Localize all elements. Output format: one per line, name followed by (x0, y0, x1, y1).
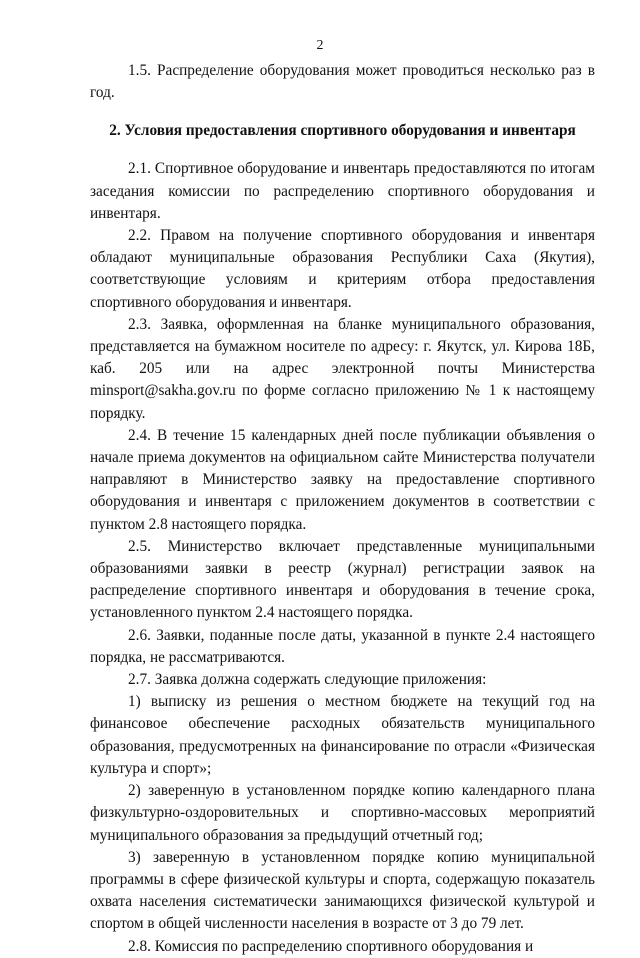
paragraph-2-7: 2.7. Заявка должна содержать следующие приложения: (128, 671, 487, 689)
paragraph-2-5: 2.5. Министерство включает представленные муниципальными образованиями заявки в реестр (журнал) регистрации заявок на распределение спортивного инвентаря и оборудования в течение срока, установленного пунктом 2.4 настоящего порядка. (90, 537, 595, 622)
paragraph-2-4: 2.4. В течение 15 календарных дней после публикации объявления о начале приема документов на официальном сайте Министерства получатели направляют в Министерство заявку на предоставление спортивного оборудования и инвентаря с приложением документов в соответствии с пунктом 2.8 настоящего порядка. (90, 426, 595, 533)
paragraph-2-1: 2.1. Спортивное оборудование и инвентарь предоставляются по итогам заседания комиссии по распределению спортивного оборудования и инвентаря. (90, 160, 595, 222)
paragraph-2-3: 2.3. Заявка, оформленная на бланке муниципального образования, представляется на бумажном носителе по адресу: г. Якутск, ул. Кирова 18Б, каб. 205 или на адрес электронной почты Министерства minsport@sakha.gov.ru по форме согласно приложению № 1 к настоящему порядку. (90, 315, 595, 422)
paragraph-2-8: 2.8. Комиссия по распределению спортивного оборудования и (128, 937, 534, 955)
page-number: 2 (316, 38, 324, 53)
list-item-1: 1) выписку из решения о местном бюджете на текущий год на финансовое обеспечение расходных обязательств муниципального образования, предусмотренных на финансирование по отрасли «Физическая культура и спорт»; (90, 693, 595, 777)
paragraph-1-5: 1.5. Распределение оборудования может проводиться несколько раз в год. (90, 62, 595, 102)
paragraph-2-2: 2.2. Правом на получение спортивного оборудования и инвентаря обладают муниципальные образования Республики Саха (Якутия), соответствующие условиям и критериям отбора предоставления спортивного оборудования и инвентаря. (90, 227, 595, 311)
list-item-2: 2) заверенную в установленном порядке копию календарного плана физкультурно-оздоровительных и спортивно-массовых мероприятий муниципального образования за предыдущий отчетный год; (90, 782, 595, 844)
paragraph-2-6: 2.6. Заявки, поданные после даты, указанной в пункте 2.4 настоящего порядка, не рассматриваются. (90, 626, 595, 666)
list-item-3: 3) заверенную в установленном порядке копию муниципальной программы в сфере физической культуры и спорта, содержащую показатель охвата населения систематически занимающихся физической культурой и спортом в общей численности населения в возрасте от 3 до 79 лет. (90, 848, 595, 933)
section-heading-2: 2. Условия предоставления спортивного оборудования и инвентаря (109, 122, 576, 140)
document-body (90, 60, 595, 958)
